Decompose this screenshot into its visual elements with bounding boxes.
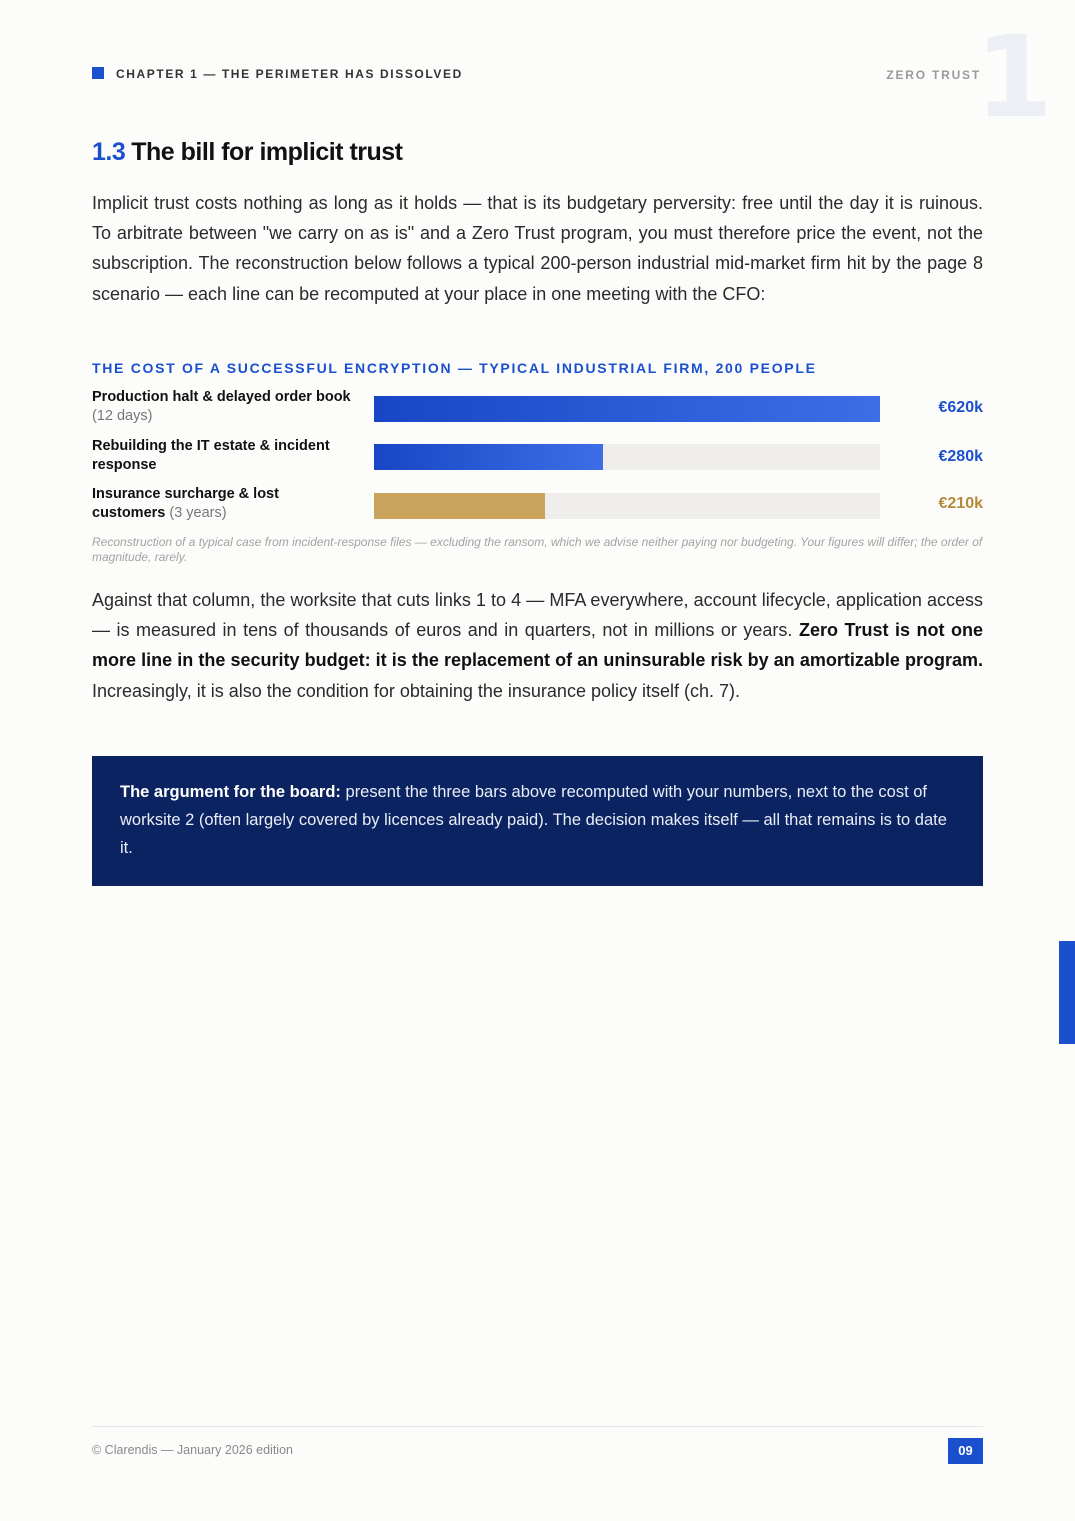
bar-row-production-halt [92, 388, 983, 432]
cost-bar-chart [92, 388, 983, 528]
section-title: The bill for implicit trust [131, 138, 403, 166]
chart-title: THE COST OF A SUCCESSFUL ENCRYPTION — TYPICAL INDUSTRIAL FIRM, 200 PEOPLE [92, 360, 817, 376]
footer-copyright: © Clarendis — January 2026 edition [92, 1443, 293, 1457]
section-heading [92, 138, 403, 167]
analysis-text-after: Increasingly, it is also the condition for obtaining the insurance policy itself (ch. 7). [92, 680, 740, 701]
bar-label [92, 437, 354, 475]
bar-label-detail: (3 years) [169, 505, 227, 521]
chapter-numeral: 1 [975, 13, 1053, 143]
chapter-marker-square [92, 67, 104, 79]
chapter-label: CHAPTER 1 — THE PERIMETER HAS DISSOLVED [116, 67, 463, 81]
intro-paragraph: Implicit trust costs nothing as long as it holds — that is its budgetary perversity: free until the day it is ruinous. To arbitrate between "we carry on as is" and a Zero Trust program, you must therefore price the event, not the subscription. The reconstruction below follows a typical 200-person industrial mid-market firm hit by the page 8 scenario — each line can be recomputed at your place in one meeting with the CFO: [92, 193, 983, 304]
bar-value-label: €210k [938, 495, 983, 512]
board-callout-box [92, 756, 983, 886]
chapter-side-tab [1059, 941, 1075, 1044]
bar-production-halt [374, 396, 880, 422]
bar-label-main: Insurance surcharge & lost customers [92, 486, 279, 521]
analysis-emphasis: Zero Trust is not one more line in the security budget: it is the replacement of an uninsurable risk by an amortizable program. [92, 620, 983, 671]
bar-value-label: €620k [938, 399, 983, 416]
callout-lead: The argument for the board: [120, 783, 341, 801]
section-number: 1.3 [92, 138, 126, 166]
running-title: ZERO TRUST [886, 68, 981, 82]
bar-row-insurance [92, 485, 983, 529]
page-number: 09 [948, 1438, 983, 1464]
bar-label [92, 485, 354, 523]
analysis-text-before: Against that column, the worksite that cuts links 1 to 4 — MFA everywhere, account lifecycle, application access — is measured in tens of thousands of euros and in quarters, not in millions or years. [92, 590, 983, 641]
bar-label-detail: (12 days) [92, 408, 153, 424]
bar-label [92, 388, 354, 426]
bar-it-rebuild [374, 444, 603, 470]
bar-label-main: Production halt & delayed order book [92, 389, 351, 405]
callout-text [120, 778, 955, 862]
callout-body: present the three bars above recomputed with your numbers, next to the cost of worksite 2 (often largely covered by licences already paid). The decision makes itself — all that remains is to date it. [120, 783, 947, 857]
analysis-paragraph [92, 585, 983, 706]
bar-label-main: Rebuilding the IT estate & incident response [92, 438, 330, 473]
page-header [92, 66, 983, 82]
footer-divider [92, 1426, 983, 1427]
bar-track [374, 493, 880, 519]
chart-note: Reconstruction of a typical case from incident-response files — excluding the ransom, which we advise neither paying nor budgeting. Your figures will differ; the order of magnitude, rarely. [92, 535, 983, 564]
bar-value-label: €280k [938, 448, 983, 465]
bar-track [374, 444, 880, 470]
bar-insurance [374, 493, 545, 519]
bar-track [374, 396, 880, 422]
bar-row-it-rebuild [92, 437, 983, 481]
